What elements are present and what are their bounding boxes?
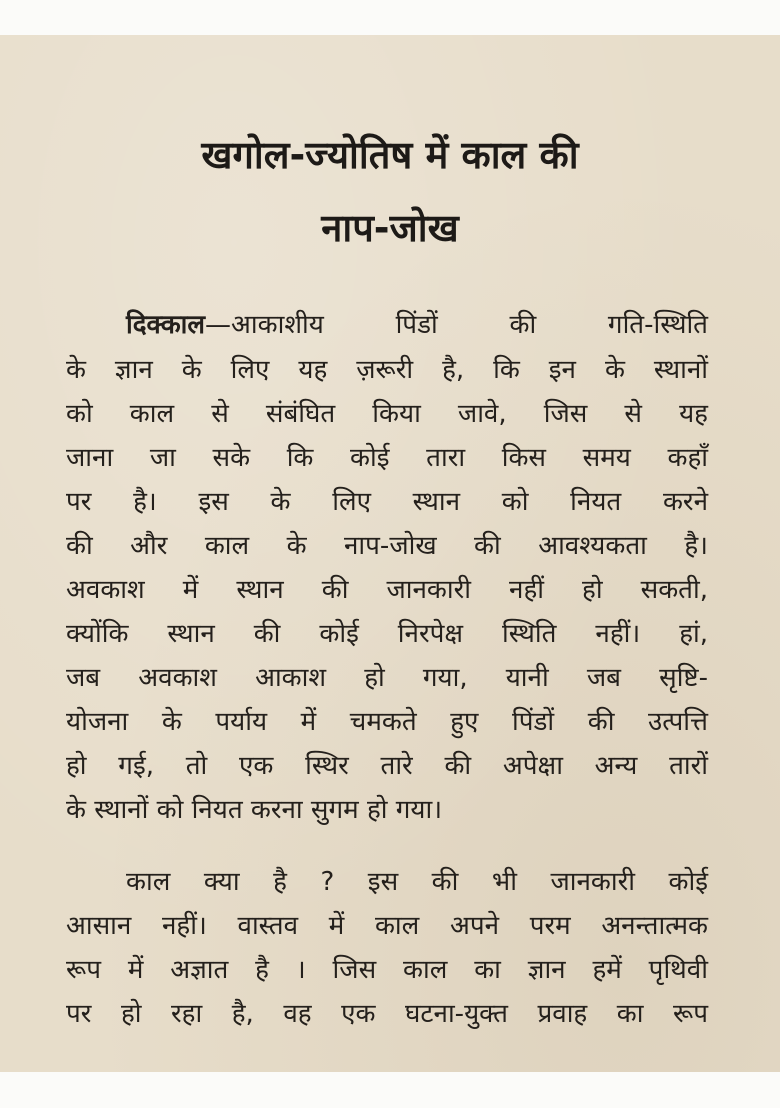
text-line: हो गई, तो एक स्थिर तारे की अपेक्षा अन्य तारों [66, 751, 708, 781]
text-line: अवकाश में स्थान की जानकारी नहीं हो सकती, [66, 575, 708, 605]
paragraph-lead-term: दिक्काल [126, 310, 206, 340]
text-line: पर है। इस के लिए स्थान को नियत करने [66, 487, 708, 517]
text-line: जाना जा सके कि कोई तारा किस समय कहाँ [66, 443, 708, 473]
book-page [0, 35, 780, 1072]
text-line: योजना के पर्याय में चमकते हुए पिंडों की उत्पत्ति [66, 707, 708, 737]
text-line: रूप में अज्ञात है । जिस काल का ज्ञान हमें पृथिवी [66, 955, 708, 985]
text-line: के स्थानों को नियत करना सुगम हो गया। [66, 795, 443, 825]
first-line-text: —आकाशीय पिंडों की गति-स्थिति [205, 310, 708, 340]
text-line: आसान नहीं। वास्तव में काल अपने परम अनन्तात्मक [66, 911, 708, 941]
text-line: पर हो रहा है, वह एक घटना-युक्त प्रवाह का रूप [66, 999, 708, 1029]
text-line: क्योंकि स्थान की कोई निरपेक्ष स्थिति नहीं। हां, [66, 619, 708, 649]
text-line: जब अवकाश आकाश हो गया, यानी जब सृष्टि- [66, 663, 708, 693]
chapter-title-line-2: नाप-जोख [321, 206, 459, 250]
text-line: को काल से संबंघित किया जावे, जिस से यह [66, 399, 708, 429]
chapter-title-line-1: खगोल-ज्योतिष में काल की [201, 133, 579, 177]
paragraph-1-first-line [126, 305, 708, 345]
text-line: के ज्ञान के लिए यह ज़रूरी है, कि इन के स्थानों [66, 355, 708, 385]
text-line: की और काल के नाप-जोख की आवश्यकता है। [66, 531, 708, 561]
paragraph-2-first-line: काल क्या है ? इस की भी जानकारी कोई [126, 867, 708, 897]
